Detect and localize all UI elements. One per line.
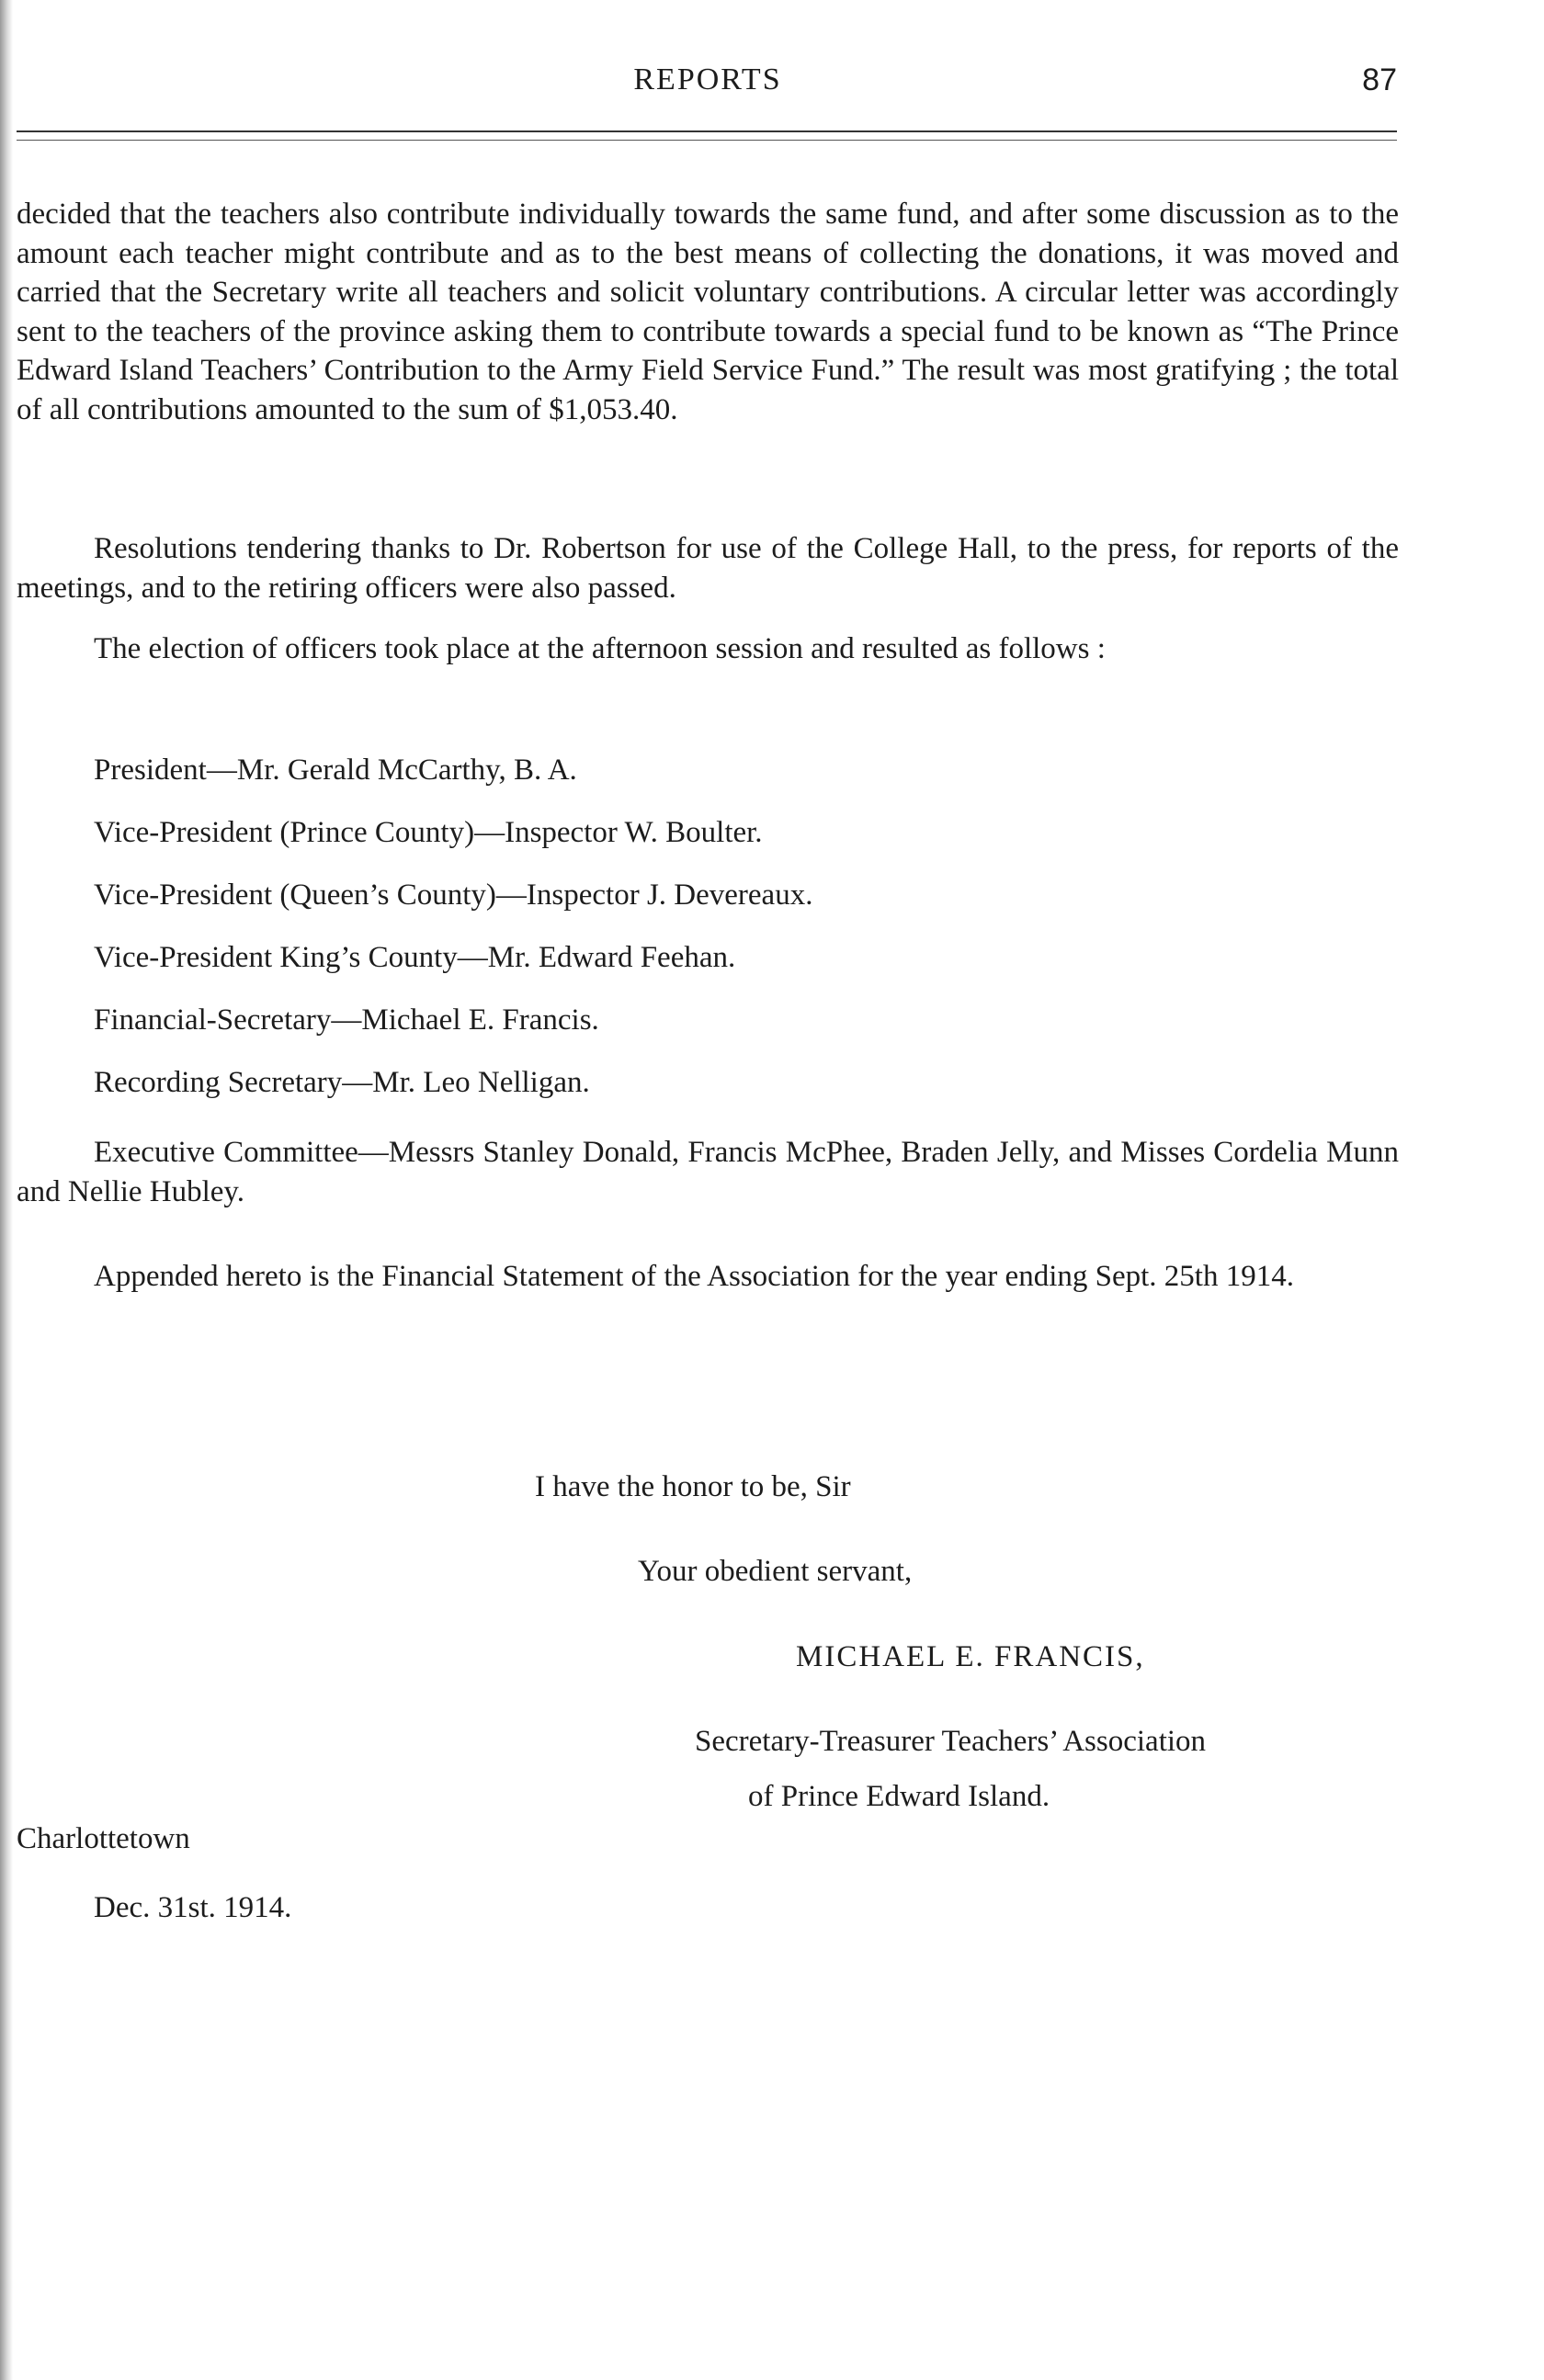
header-rule-bottom bbox=[17, 140, 1397, 141]
closing-salutation: I have the honor to be, Sir bbox=[535, 1470, 851, 1503]
paragraph-text: The election of officers took place at the afternoon session and resulted as follows : bbox=[94, 632, 1106, 665]
closing-valediction: Your obedient servant, bbox=[638, 1555, 913, 1588]
binding-shadow bbox=[0, 0, 13, 2380]
body-paragraph-election bbox=[17, 629, 1399, 669]
officer-president: President—Mr. Gerald McCarthy, B. A. bbox=[94, 754, 577, 787]
paragraph-text: decided that the teachers also contribute individually towards the same fund, and after some discussion as to the amount each teacher might contribute and as to the best means of collecting the donations, it was moved and carried that the Secretary write all teachers and solicit voluntary contributions. A circular letter was accordingly sent to the teachers of the province asking them to contribute towards a special fund to be known as “The Prince Edward Island Teachers’ Contribution to the Army Field Service Fund.” The result was most gratifying ; the total of all contributions amounted to the sum of $1,053.40. bbox=[17, 198, 1399, 426]
page-number: 87 bbox=[1362, 62, 1397, 97]
officer-vice-president-prince: Vice-President (Prince County)—Inspector W. Boulter. bbox=[94, 816, 763, 849]
officer-vice-president-queens: Vice-President (Queen’s County)—Inspector J. Devereaux. bbox=[94, 878, 813, 912]
body-paragraph-resolutions bbox=[17, 529, 1399, 607]
header-rule-top bbox=[17, 130, 1397, 132]
signer-name: MICHAEL E. FRANCIS, bbox=[796, 1640, 1145, 1673]
paragraph-text: Resolutions tendering thanks to Dr. Robertson for use of the College Hall, to the press, for reports of the meetings, and to the retiring officers were also passed. bbox=[17, 532, 1399, 605]
executive-committee: Executive Committee—Messrs Stanley Donald, Francis McPhee, Braden Jelly, and Misses Cordelia Munn and Nellie Hubley. bbox=[17, 1136, 1399, 1208]
signer-title-line-1: Secretary-Treasurer Teachers’ Association bbox=[695, 1725, 1207, 1758]
letter-date: Dec. 31st. 1914. bbox=[94, 1891, 292, 1924]
officer-financial-secretary: Financial-Secretary—Michael E. Francis. bbox=[94, 1003, 599, 1037]
body-paragraph-contributions bbox=[17, 195, 1399, 429]
running-title: REPORTS bbox=[633, 62, 782, 96]
officer-vice-president-kings: Vice-President King’s County—Mr. Edward Feehan. bbox=[94, 941, 736, 974]
signer-title-line-2: of Prince Edward Island. bbox=[748, 1780, 1050, 1813]
running-head bbox=[0, 62, 1544, 108]
place-name: Charlottetown bbox=[17, 1822, 190, 1855]
officer-recording-secretary: Recording Secretary—Mr. Leo Nelligan. bbox=[94, 1066, 590, 1099]
appended-note: Appended hereto is the Financial Statement of the Association for the year ending Sept. 25th 1914. bbox=[94, 1260, 1294, 1293]
